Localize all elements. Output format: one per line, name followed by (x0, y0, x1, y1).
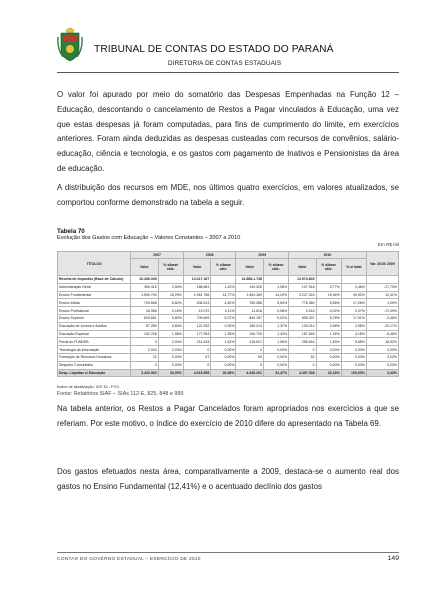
education-spending-table (57, 251, 399, 377)
header-variation: Var. 2010/ 2009 (366, 252, 398, 276)
table-cell: 769.288 (236, 299, 263, 307)
table-cell: 15,94% (316, 291, 341, 299)
header-pct-base: % s/base cálc. (211, 259, 236, 276)
table-cell: 1.599.700 (131, 291, 158, 299)
table-cell: 2.943 (131, 346, 158, 354)
table-cell: 4.348.201 (236, 369, 263, 377)
table-cell: 1,83% (316, 338, 341, 346)
table-cell: 3,02% (366, 353, 398, 361)
footer-divider (57, 552, 399, 553)
table-cell: 6,82% (158, 299, 183, 307)
row-label: Desp. Liquidas c/ Educação (58, 369, 131, 377)
table-cell: 0 (289, 346, 316, 354)
table-cell: 188.681 (183, 283, 210, 291)
table-row (58, 283, 399, 291)
row-label: Formação de Recursos Humanos (58, 353, 131, 361)
table-cell: 13.974.603 (289, 276, 316, 284)
table-cell: -5,46% (366, 330, 398, 338)
table-cell: 30,38% (211, 369, 236, 377)
table-note-index: Índice de atualização: IGP-DI - FGV. (57, 384, 120, 389)
table-unit: Em R$ mil (377, 242, 399, 247)
table-cell (263, 276, 288, 284)
table-cell: 0 (131, 338, 158, 346)
table-cell: 2,46% (341, 283, 366, 291)
table-cell: 1,35% (211, 330, 236, 338)
page-header (0, 0, 432, 78)
table-cell: 3.243 (289, 307, 316, 315)
table-cell: 1,08% (263, 283, 288, 291)
header-pct-base: % s/base cálc. (316, 259, 341, 276)
row-label: Administração Geral (58, 283, 131, 291)
header-valor: Valor (236, 259, 263, 276)
table-cell: 2.227.024 (289, 291, 316, 299)
header-valor: Valor (289, 259, 316, 276)
table-cell: 0,77% (316, 283, 341, 291)
table-cell: 0 (236, 346, 263, 354)
table-cell: 1,62% (211, 338, 236, 346)
paragraph-distribution: A distribuição dos recursos em MDE, nos últimos quatro exercícios, em valores atualizados, se comportou conforme demonstrado na tabela a seguir. (57, 183, 399, 207)
table-cell: 0,00% (211, 361, 236, 369)
table-cell: 67 (183, 353, 210, 361)
table-cell (341, 276, 366, 284)
row-label: Ensino Médio (58, 299, 131, 307)
table-cell: 6,02% (263, 314, 288, 322)
table-cell: 14,20% (263, 291, 288, 299)
table-cell (366, 276, 398, 284)
table-cell: 636.513 (183, 299, 210, 307)
row-label: Tecnologia da Informação (58, 346, 131, 354)
paragraph-comparison: Dos gastos efetuados nesta área, comparativamente a 2009, destaca-se o aumento real dos gastos no Ensino Fundamental (12,41%) e o acentuado declínio dos gastos (57, 467, 399, 491)
table-cell: 33,00% (158, 369, 183, 377)
table-cell: 5,80% (158, 314, 183, 322)
table-cell: 0,00% (263, 346, 288, 354)
table-cell: 1,56% (263, 338, 288, 346)
table-cell: 0,00% (366, 361, 398, 369)
table-cell: 5,37% (211, 314, 236, 322)
table-cell: 50 (236, 353, 263, 361)
table-cell: 189.213 (236, 322, 263, 330)
header-pct-total: % s/ total (341, 259, 366, 276)
header-valor: Valor (183, 259, 210, 276)
table-cell: 0 (183, 361, 210, 369)
table-cell: 4.497.336 (289, 369, 316, 377)
table-cell: 32,18% (316, 369, 341, 377)
table-cell: 22 (131, 353, 158, 361)
table-cell: 187.645 (289, 330, 316, 338)
table-cell: 15,29% (158, 291, 183, 299)
page-title: TRIBUNAL DE CONTAS DO ESTADO DO PARANÁ (94, 44, 334, 55)
table-cell: 10.406.349 (131, 276, 158, 284)
table-cell: 5,54% (263, 299, 288, 307)
table-cell: 0,00% (263, 361, 288, 369)
header-year: 2008 (183, 252, 236, 259)
table-cell: 196.726 (236, 330, 263, 338)
table-cell: 0,00% (366, 346, 398, 354)
table-cell: 162.226 (131, 330, 158, 338)
table-cell: 0,07% (341, 307, 366, 315)
header-year: 2007 (131, 252, 184, 259)
table-cell: 177.993 (183, 330, 210, 338)
table-cell: 3.433.902 (131, 369, 158, 377)
row-label: Educação Especial (58, 330, 131, 338)
table-cell: 834.197 (236, 314, 263, 322)
table-cell: 1,43% (211, 283, 236, 291)
table-cell: 0,84% (158, 322, 183, 330)
table-cell: 18,52% (366, 338, 398, 346)
table-cell: 1,05% (366, 299, 398, 307)
table-cell: 13.688.1.738 (236, 276, 263, 284)
table-cell: 0,00% (316, 353, 341, 361)
table-cell: 2,98% (341, 322, 366, 330)
table-cell: 1,56% (158, 330, 183, 338)
parana-coat-of-arms-icon (57, 27, 83, 63)
table-cell (211, 276, 236, 284)
table-cell (316, 276, 341, 284)
table-cell: 0,00% (263, 353, 288, 361)
table-cell: -3,46% (366, 314, 398, 322)
table-cell (158, 276, 183, 284)
table-cell: 805.337 (289, 314, 316, 322)
table-row (58, 338, 399, 346)
table-cell: 0,00% (316, 346, 341, 354)
table-cell: 0,16% (158, 307, 183, 315)
table-cell: 0,93% (211, 322, 236, 330)
table-row (58, 276, 399, 284)
table-cell: 16.986 (131, 307, 158, 315)
table-cell: 0 (183, 346, 210, 354)
table-cell: 31,37% (263, 369, 288, 377)
paragraph-restos-a-pagar: Na tabela anterior, os Restos a Pagar Cancelados foram apropriados nos exercícios a que se referiam. Por este motivo, o índice do exercício de 2010 difere do apresentado na Tabela 69. (57, 404, 399, 428)
table-row (58, 353, 399, 361)
table-cell: 350.416 (131, 283, 158, 291)
table-cell: 13.972 (183, 307, 210, 315)
table-cell: 0,02% (316, 307, 341, 315)
row-label: Ensino Profissional (58, 307, 131, 315)
table-row (58, 322, 399, 330)
table-cell: 0,00% (341, 361, 366, 369)
table-cell: 14,77% (211, 291, 236, 299)
table-cell: 0,08% (263, 307, 288, 315)
table-row (58, 299, 399, 307)
table-cell: 0,00% (211, 346, 236, 354)
table-row (58, 314, 399, 322)
table-cell: 4.015.555 (183, 369, 210, 377)
table-cell: 87.289 (131, 322, 158, 330)
table-row (58, 361, 399, 369)
table-subcaption: Evolução dos Gastos com Educação – Valores Constantes – 2007 a 2010 (57, 235, 241, 241)
table-cell: 3,43% (366, 369, 398, 377)
table-cell: 214.433 (183, 338, 210, 346)
table-cell: 11.618 (236, 307, 263, 315)
table-cell: 13.217.167 (183, 276, 210, 284)
table-caption: Tabela 70 (57, 228, 85, 235)
table-cell: 1,37% (263, 322, 288, 330)
paragraph-methodology: O valor foi apurado por meio do somatório das Despesas Empenhadas na Função 12 – Educação, descontando o cancelamento de Restos a Pagar vinculados à Educação, uma vez que estas despesas já foram computadas, para fins de cumprimento do limite, em exercícios anteriores. Foram ainda deduzidas as despesas custeadas com recursos de convênios, salário-educação, ciência e tecnologia, e os gastos com pagamento de Inativos e Pensionistas da área de educação. (57, 90, 399, 173)
table-cell: 1,43% (263, 330, 288, 338)
table-cell: 52 (289, 353, 316, 361)
table-cell: 17,91% (341, 314, 366, 322)
row-label: Perda do FUNDEB (58, 338, 131, 346)
table-cell: 0,03% (158, 346, 183, 354)
table-cell: -72,09% (366, 307, 398, 315)
table-row (58, 307, 399, 315)
header-divider (57, 72, 399, 73)
table-cell: 17,26% (341, 299, 366, 307)
table-row (58, 330, 399, 338)
table-cell: 1.951.756 (183, 291, 210, 299)
table-cell: 709.668 (131, 299, 158, 307)
table-cell: 107.918 (289, 283, 316, 291)
table-cell: 1,34% (316, 330, 341, 338)
table-cell: 0,00% (316, 361, 341, 369)
page-number: 149 (387, 555, 399, 562)
table-cell: 255.544 (289, 338, 316, 346)
table-cell: 1.961.169 (236, 291, 263, 299)
table-row (58, 291, 399, 299)
table-cell: 5,76% (316, 314, 341, 322)
header-pct-base: % s/base cálc. (263, 259, 288, 276)
table-cell: 49,52% (341, 291, 366, 299)
table-body (58, 276, 399, 377)
row-label: Ensino Fundamental (58, 291, 131, 299)
table-cell: 4,18% (341, 330, 366, 338)
header-year: 2009 (236, 252, 289, 259)
footer-document-title: CONTAS DO GOVERNO ESTADUAL – EXERCÍCIO DE 2010 (57, 557, 201, 562)
table-cell: 0,00% (158, 353, 183, 361)
table-cell: 215.621 (236, 338, 263, 346)
table-cell: 0,00% (211, 353, 236, 361)
table-cell: 12,41% (366, 291, 398, 299)
header-valor: Valor (131, 259, 158, 276)
header-pct-base: % s/base cálc. (158, 259, 183, 276)
table-cell: -29,17% (366, 322, 398, 330)
table-cell: 0,00% (158, 338, 183, 346)
table-cell: 0,11% (211, 307, 236, 315)
table-cell: 0,96% (316, 322, 341, 330)
table-cell: -27,73% (366, 283, 398, 291)
header-titulos: TÍTULOS (58, 252, 131, 276)
table-row (58, 369, 399, 377)
table-cell: 0,00% (341, 353, 366, 361)
table-cell: 0,00% (158, 361, 183, 369)
table-cell: 149.326 (236, 283, 263, 291)
table-cell: 0 (289, 361, 316, 369)
table-cell: 2,50% (158, 283, 183, 291)
table-cell: 5,56% (316, 299, 341, 307)
table-cell: 0,00% (341, 346, 366, 354)
table-source: Fonte: Relatórios SIAF – SIAs 112-E, 825, 848 e 999 (57, 391, 184, 397)
header-year: 2010 (289, 252, 367, 259)
table-cell: 100,00% (341, 369, 366, 377)
table-cell: 0 (236, 361, 263, 369)
row-label: Receita de Impostos (Base de Cálculo) (58, 276, 131, 284)
row-label: Ensino Superior (58, 314, 131, 322)
table-cell: 709.699 (183, 314, 210, 322)
table-cell: 134.014 (289, 322, 316, 330)
row-label: Educação de Jovens e Adultos (58, 322, 131, 330)
page-subtitle: DIRETORIA DE CONTAS ESTADUAIS (168, 60, 282, 67)
table-cell: 5,68% (341, 338, 366, 346)
table-cell: 122.292 (183, 322, 210, 330)
table-cell: 4,82% (211, 299, 236, 307)
table-cell: 776.360 (289, 299, 316, 307)
row-label: Desporto Comunitário (58, 361, 131, 369)
table-cell: 0 (131, 361, 158, 369)
table-cell: 603.651 (131, 314, 158, 322)
table-row (58, 346, 399, 354)
